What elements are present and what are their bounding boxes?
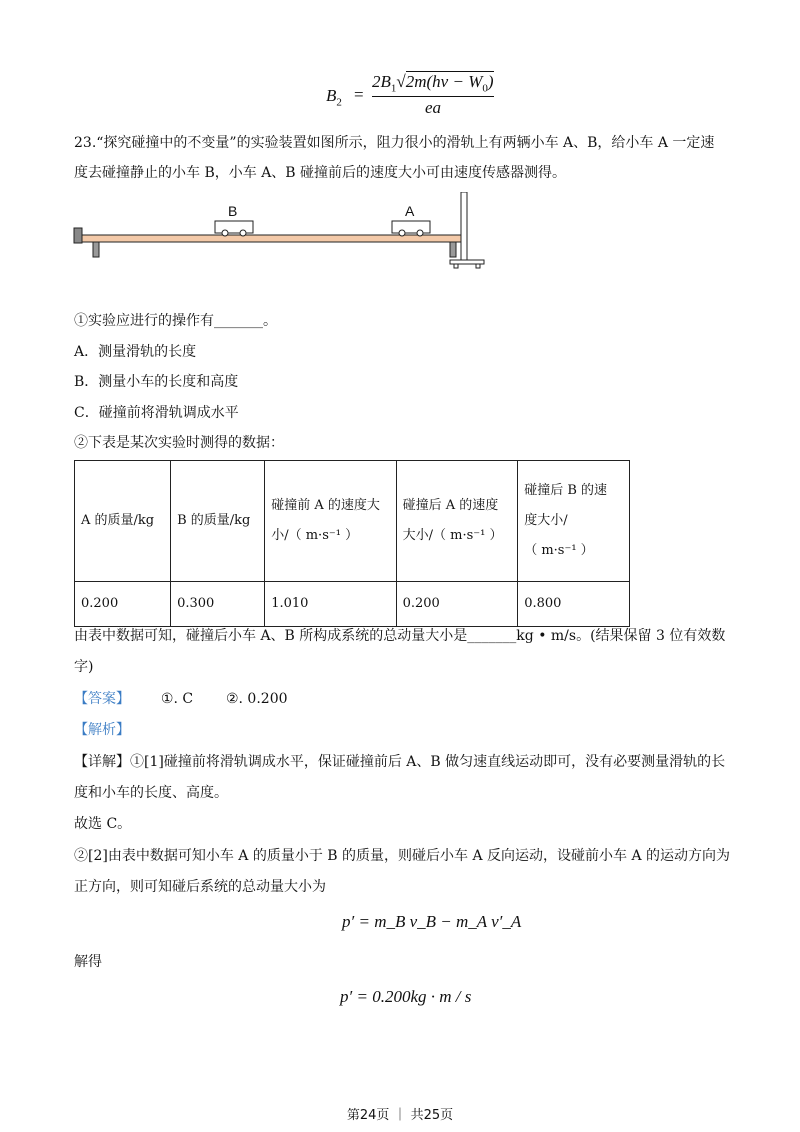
table-row: [75, 582, 630, 627]
slide-rail: [82, 235, 466, 242]
question2-stem: ②下表是某次实验时测得的数据：: [74, 435, 284, 451]
header-a-velocity-before: 碰撞前 A 的速度大 小/（ m·s⁻¹ ）: [265, 461, 396, 582]
apparatus-figure: [70, 192, 490, 274]
detail-text-1: 【详解】①[1]碰撞前将滑轨调成水平，保证碰撞前后 A、B 做匀速直线运动即可，没有必要测量滑轨的长: [74, 754, 726, 770]
option-a: A．测量滑轨的长度: [74, 344, 197, 360]
cart-b-label: B: [228, 203, 238, 219]
header-a-mass: A 的质量/kg: [75, 461, 171, 582]
data-table: [74, 460, 630, 627]
rail-leg-left: [93, 242, 99, 257]
analysis-tag: 【解析】: [74, 722, 130, 738]
answer-tag: 【答案】: [74, 691, 130, 707]
answer-line: [74, 688, 740, 710]
option-b: B．测量小车的长度和高度: [74, 374, 239, 390]
momentum-formula: p′ = m_B v_B − m_A v′_A: [342, 912, 522, 931]
cell-b-velocity-after: 0.800: [518, 582, 630, 627]
header-a-velocity-after: 碰撞后 A 的速度 大小/（ m·s⁻¹ ）: [396, 461, 518, 582]
header-b-velocity-after: 碰撞后 B 的速 度大小/ （ m·s⁻¹ ）: [518, 461, 630, 582]
problem-text-2: 度去碰撞静止的小车 B，小车 A、B 碰撞前后的速度大小可由速度传感器测得。: [74, 165, 567, 181]
header-b-mass: B 的质量/kg: [171, 461, 265, 582]
detail-text-5: 正方向，则可知碰后系统的总动量大小为: [74, 879, 326, 895]
detail-text-4: ②[2]由表中数据可知小车 A 的质量小于 B 的质量，则碰后小车 A 反向运动，设碰前小车 A 的运动方向为: [74, 848, 731, 864]
formula-denominator: ea: [424, 98, 442, 117]
solve-label: 解得: [74, 954, 102, 970]
question1-stem: ①实验应进行的操作有_______。: [74, 313, 277, 329]
table-header-row: [75, 461, 630, 582]
left-stopper: [74, 228, 82, 243]
answer-part2: ②. 0.200: [225, 691, 288, 707]
cart-a-label: A: [405, 203, 415, 219]
option-c: C．碰撞前将滑轨调成水平: [74, 405, 239, 421]
cart-a: [392, 221, 430, 236]
answer-part1: ①. C: [160, 691, 194, 707]
conclusion-text-1: 由表中数据可知，碰撞后小车 A、B 所构成系统的总动量大小是_______kg • m/s。(结果保留 3 位有效数: [74, 628, 726, 644]
cell-a-velocity-before: 1.010: [265, 582, 396, 627]
page-footer: 第24页 ｜ 共25页: [346, 1108, 454, 1123]
result-formula: p′ = 0.200kg · m / s: [340, 987, 472, 1006]
cell-b-mass: 0.300: [171, 582, 265, 627]
detail-text-2: 度和小车的长度、高度。: [74, 785, 228, 801]
rail-leg-right: [450, 242, 456, 257]
formula-numerator: $2B_1√2m(h\nu - W_0)$: [372, 72, 494, 95]
conclusion-text-2: 字): [74, 659, 94, 675]
cart-b: [215, 221, 253, 236]
cell-a-velocity-after: 0.200: [396, 582, 518, 627]
problem-text-1: 23.“探究碰撞中的不变量”的实验装置如图所示，阻力很小的滑轨上有两辆小车 A、B，给小车 A 一定速: [74, 135, 715, 151]
formula-lhs: $B_2$: [326, 86, 342, 109]
fraction-bar: [372, 96, 494, 97]
cell-a-mass: 0.200: [75, 582, 171, 627]
detail-text-3: 故选 C。: [74, 816, 132, 832]
